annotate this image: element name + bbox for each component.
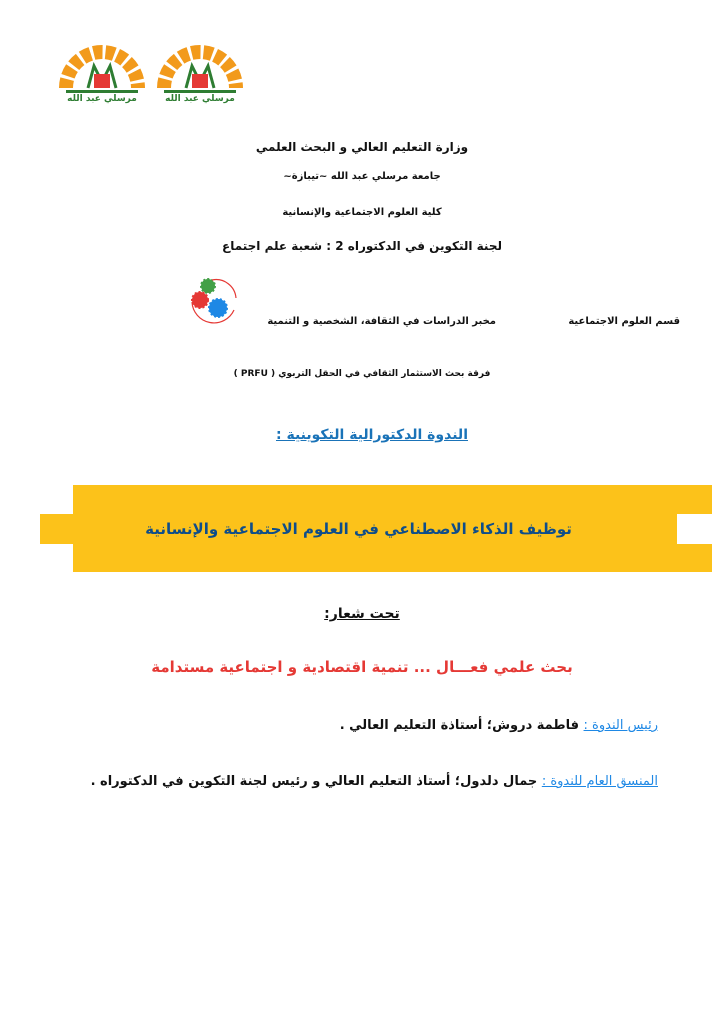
- motto-label: تحت شعار:: [324, 606, 400, 622]
- banner-notch: [677, 514, 712, 544]
- banner: [40, 514, 677, 544]
- laboratory-name: مخبر الدراسات في الثقافة، الشخصية و التنمية: [267, 316, 496, 327]
- coordinator-name: جمال دلدول؛ أستاذ التعليم العالي و رئيس لجنة التكوين في الدكتوراه .: [90, 774, 542, 789]
- lab-gears-logo-icon: [186, 276, 242, 324]
- chair-role: رئيس الندوة :: [583, 718, 658, 733]
- ministry-title: وزارة التعليم العالي و البحث العلمي: [255, 140, 469, 154]
- department-name: قسم العلوم الاجتماعية: [568, 316, 680, 327]
- symposium-label: الندوة الدكتورالية التكوينية :: [275, 427, 468, 443]
- university-title: جامعة مرسلي عبد الله ~تيبازة~: [283, 171, 441, 182]
- chair-name: فاطمة دروش؛ أستاذة التعليم العالي .: [339, 718, 584, 733]
- faculty-title: كلية العلوم الاجتماعية والإنسانية: [282, 207, 442, 218]
- university-logo-left: [58, 30, 146, 118]
- motto: بحث علمي فعـــال ... تنمية اقتصادية و اجتماعية مستدامة: [151, 658, 573, 676]
- logo-emblem-icon: [156, 30, 244, 118]
- coordinator-line: [91, 774, 658, 789]
- logo-name: مرسلي عبد الله: [165, 94, 235, 104]
- banner-title: توظيف الذكاء الاصطناعي في العلوم الاجتماعية والإنسانية: [145, 520, 572, 538]
- research-team: فرقة بحث الاستثمار الثقافي في الحقل التربوي ( PRFU ): [233, 369, 491, 379]
- logo-name: مرسلي عبد الله: [67, 94, 137, 104]
- chair-line: [340, 718, 658, 733]
- committee-title: لجنة التكوين في الدكتوراه 2 : شعبة علم اجتماع: [222, 239, 502, 253]
- university-logo-right: [156, 30, 244, 118]
- coordinator-role: المنسق العام للندوة :: [541, 774, 658, 789]
- logo-emblem-icon: [58, 30, 146, 118]
